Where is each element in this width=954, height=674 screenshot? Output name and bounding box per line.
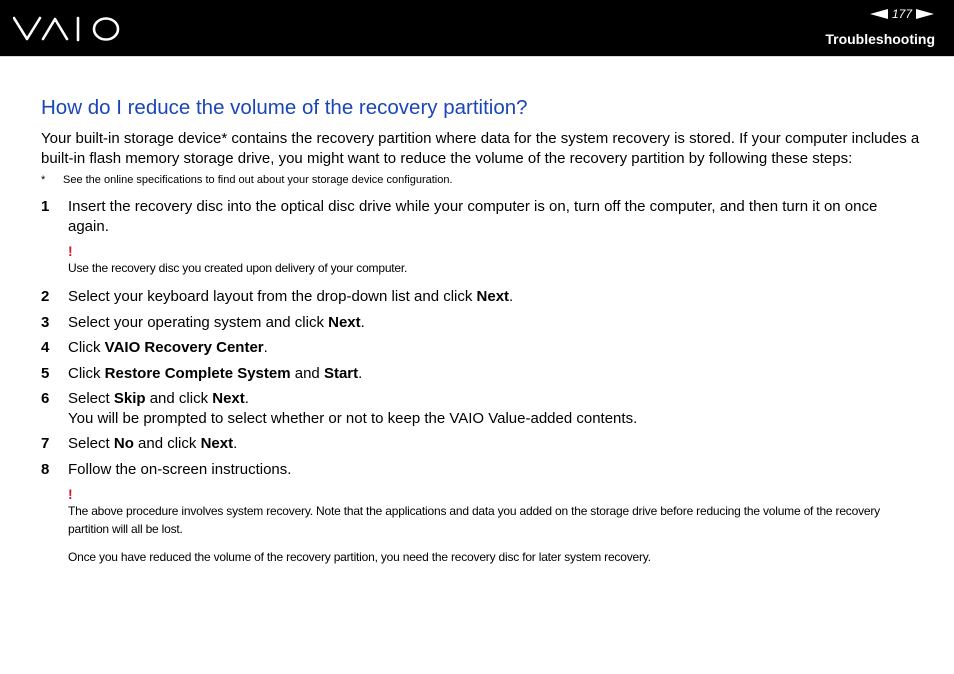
step-number: 4 xyxy=(41,339,50,356)
intro-paragraph: Your built-in storage device* contains the recovery partition where data for the system recovery is stored. If your computer includes a built-in flash memory storage drive, you might want to reduce the volume of the recovery partition by following these steps: xyxy=(41,130,920,167)
step-number: 5 xyxy=(41,364,50,382)
step-text: Select No and click Next. xyxy=(68,435,238,452)
step-item xyxy=(41,434,921,454)
step-item xyxy=(41,460,921,480)
page-number: 177 xyxy=(891,7,912,21)
vaio-logo-icon xyxy=(13,16,121,42)
previous-page-arrow-icon[interactable] xyxy=(870,9,888,19)
step-item xyxy=(41,338,921,358)
page-title: How do I reduce the volume of the recovery partition? xyxy=(41,96,528,119)
step-text: Click Restore Complete System and Start. xyxy=(68,364,363,382)
step-item xyxy=(41,389,921,428)
step-number: 8 xyxy=(41,460,50,478)
section-title: Troubleshooting xyxy=(825,31,935,47)
main-content xyxy=(41,95,921,576)
step-number: 7 xyxy=(41,435,50,452)
note-box xyxy=(68,244,921,277)
warning-icon: ! xyxy=(68,243,73,259)
footnote xyxy=(41,173,921,187)
step-extra-text: You will be prompted to select whether or not to keep the VAIO Value-added contents. xyxy=(68,409,638,427)
note-text: Use the recovery disc you created upon delivery of your computer. xyxy=(68,261,408,275)
step-number: 1 xyxy=(41,198,50,215)
step-text: Select your keyboard layout from the drop-down list and click Next. xyxy=(68,288,514,305)
footnote-text: See the online specifications to find out about your storage device configuration. xyxy=(63,174,453,186)
next-page-arrow-icon[interactable] xyxy=(916,9,934,19)
step-item xyxy=(41,197,921,236)
step-item xyxy=(41,287,921,307)
warning-icon: ! xyxy=(68,486,73,502)
step-number: 3 xyxy=(41,313,50,331)
step-item xyxy=(41,364,921,384)
page-pager xyxy=(870,7,934,21)
note-text: The above procedure involves system recovery. Note that the applications and data you added on the storage drive before reducing the volume of the recovery partition will all be lost. xyxy=(68,504,880,536)
step-number: 2 xyxy=(41,288,50,305)
step-text: Follow the on-screen instructions. xyxy=(68,460,292,478)
step-text: Insert the recovery disc into the optical disc drive while your computer is on, turn off the computer, and then turn it on once again. xyxy=(68,198,878,235)
step-text: Select Skip and click Next. You will be prompted to select whether or not to keep the VAIO Value-added contents. xyxy=(68,390,638,427)
step-text: Select your operating system and click Next. xyxy=(68,313,365,331)
step-item xyxy=(41,313,921,333)
note-text: Once you have reduced the volume of the recovery partition, you need the recovery disc for later system recovery. xyxy=(68,550,651,564)
steps-list xyxy=(41,197,921,566)
page-header xyxy=(0,0,954,57)
footnote-mark: * xyxy=(41,174,46,186)
note-box xyxy=(68,487,921,566)
step-text: Click VAIO Recovery Center. xyxy=(68,339,268,356)
step-number: 6 xyxy=(41,390,50,407)
